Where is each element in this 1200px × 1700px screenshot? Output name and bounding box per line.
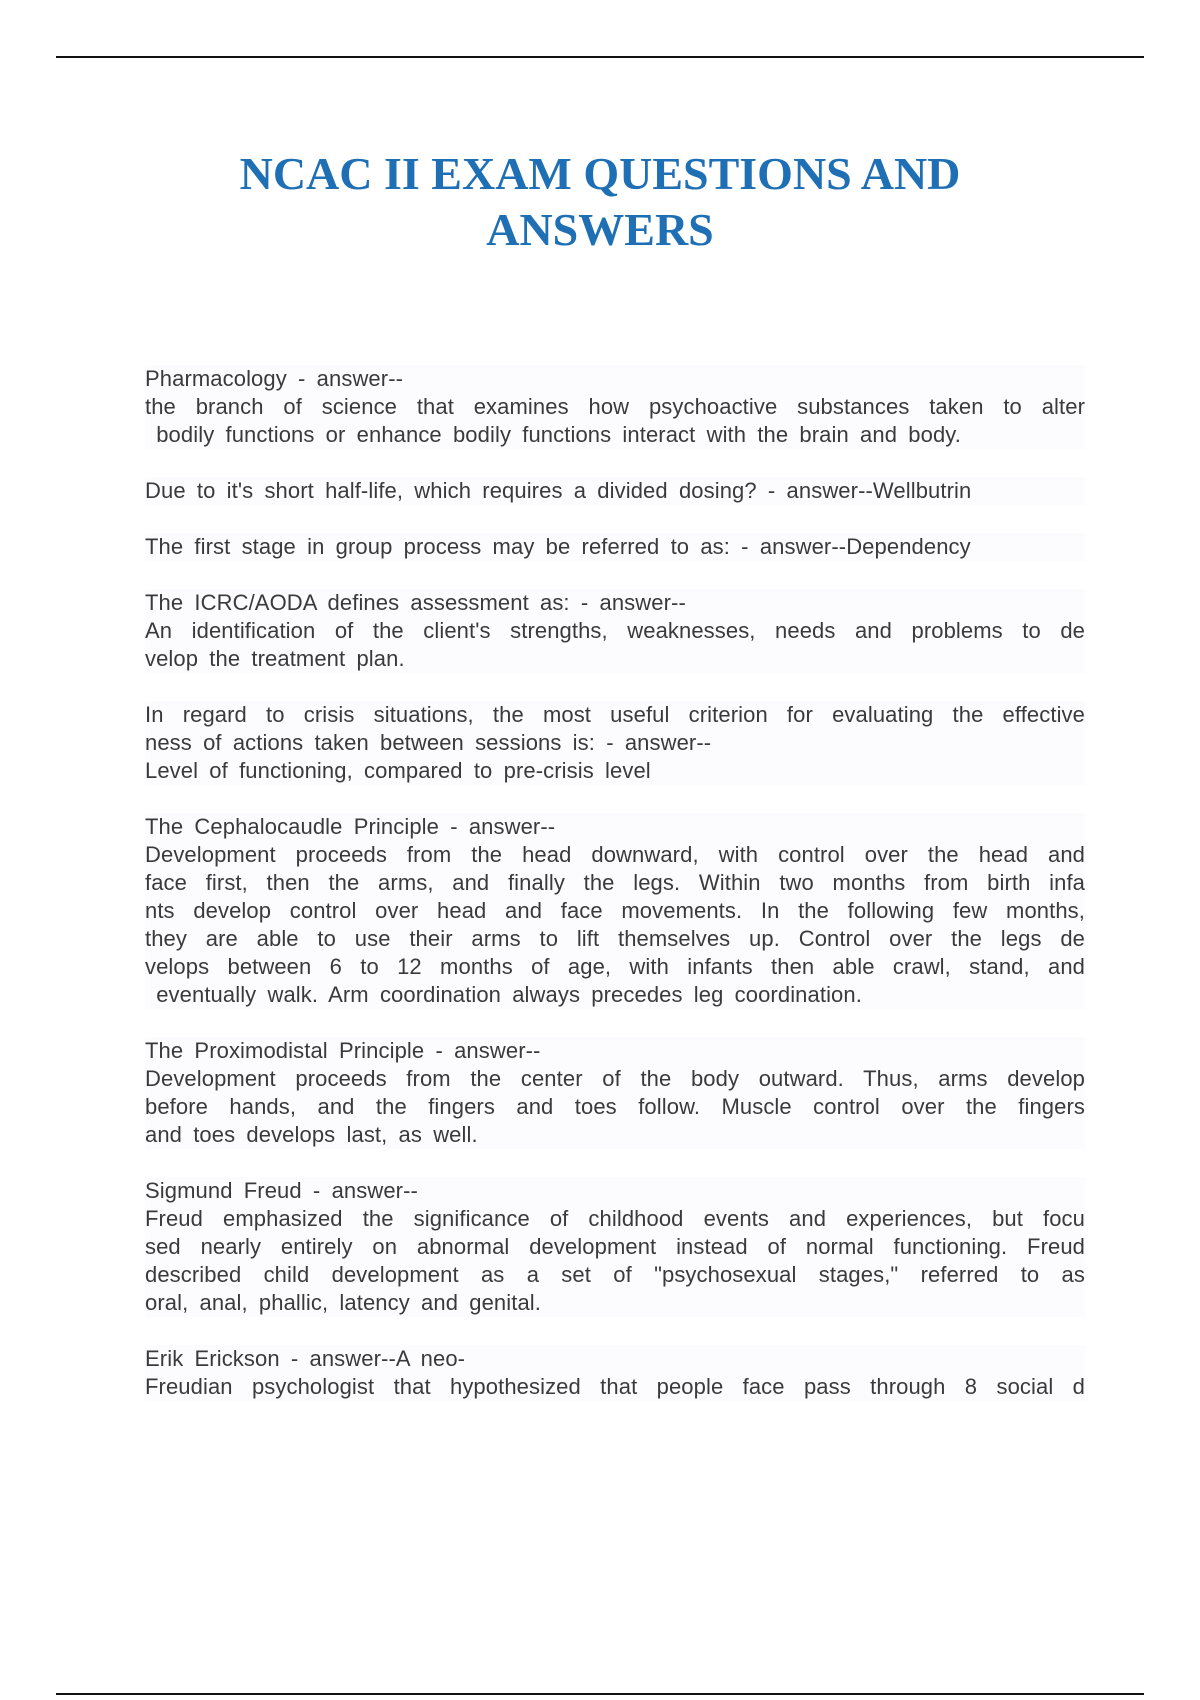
qa-entry (145, 1345, 1085, 1401)
text-line: bodily functions or enhance bodily functions interact with the brain and body. (145, 421, 1085, 449)
text-line: face first, then the arms, and finally the legs. Within two months from birth infa (145, 870, 1085, 895)
text-line: The Proximodistal Principle - answer-- (145, 1037, 1085, 1065)
text-line: they are able to use their arms to lift themselves up. Control over the legs de (145, 926, 1085, 951)
qa-content (145, 365, 1085, 1429)
text-line: Development proceeds from the head downward, with control over the head and (145, 842, 1085, 867)
text-line: sed nearly entirely on abnormal development instead of normal functioning. Freud (145, 1234, 1085, 1259)
text-line: In regard to crisis situations, the most useful criterion for evaluating the effective (145, 702, 1085, 727)
text-line: velop the treatment plan. (145, 645, 1085, 673)
qa-entry (145, 589, 1085, 673)
qa-entry (145, 813, 1085, 1009)
text-line: nts develop control over head and face movements. In the following few months, (145, 898, 1085, 923)
text-line: eventually walk. Arm coordination always precedes leg coordination. (145, 981, 1085, 1009)
text-line: the branch of science that examines how psychoactive substances taken to alter (145, 394, 1085, 419)
qa-entry (145, 533, 1085, 561)
text-line: The first stage in group process may be referred to as: - answer--Dependency (145, 533, 1085, 561)
text-line: Development proceeds from the center of the body outward. Thus, arms develop (145, 1066, 1085, 1091)
text-line: Freud emphasized the significance of childhood events and experiences, but focu (145, 1206, 1085, 1231)
qa-entry (145, 1037, 1085, 1149)
document-title (100, 146, 1100, 258)
qa-entry (145, 477, 1085, 505)
text-line: Erik Erickson - answer--A neo- (145, 1345, 1085, 1373)
text-line: Due to it's short half-life, which requires a divided dosing? - answer--Wellbutrin (145, 477, 1085, 505)
text-line: An identification of the client's strengths, weaknesses, needs and problems to de (145, 618, 1085, 643)
text-line: The ICRC/AODA defines assessment as: - answer-- (145, 589, 1085, 617)
text-line: ness of actions taken between sessions is: - answer-- (145, 729, 1085, 757)
text-line: Level of functioning, compared to pre-crisis level (145, 757, 1085, 785)
qa-entry (145, 365, 1085, 449)
bottom-rule (56, 1693, 1144, 1695)
title-line-1: NCAC II EXAM QUESTIONS AND (239, 148, 961, 199)
text-line: Pharmacology - answer-- (145, 365, 1085, 393)
qa-entry (145, 701, 1085, 785)
top-rule (56, 56, 1144, 58)
text-line: velops between 6 to 12 months of age, with infants then able crawl, stand, and (145, 954, 1085, 979)
text-line: Freudian psychologist that hypothesized that people face pass through 8 social d (145, 1374, 1085, 1399)
qa-entry (145, 1177, 1085, 1317)
title-line-2: ANSWERS (486, 204, 714, 255)
text-line: and toes develops last, as well. (145, 1121, 1085, 1149)
text-line: before hands, and the fingers and toes follow. Muscle control over the fingers (145, 1094, 1085, 1119)
text-line: The Cephalocaudle Principle - answer-- (145, 813, 1085, 841)
text-line: Sigmund Freud - answer-- (145, 1177, 1085, 1205)
text-line: oral, anal, phallic, latency and genital. (145, 1289, 1085, 1317)
text-line: described child development as a set of "psychosexual stages," referred to as (145, 1262, 1085, 1287)
